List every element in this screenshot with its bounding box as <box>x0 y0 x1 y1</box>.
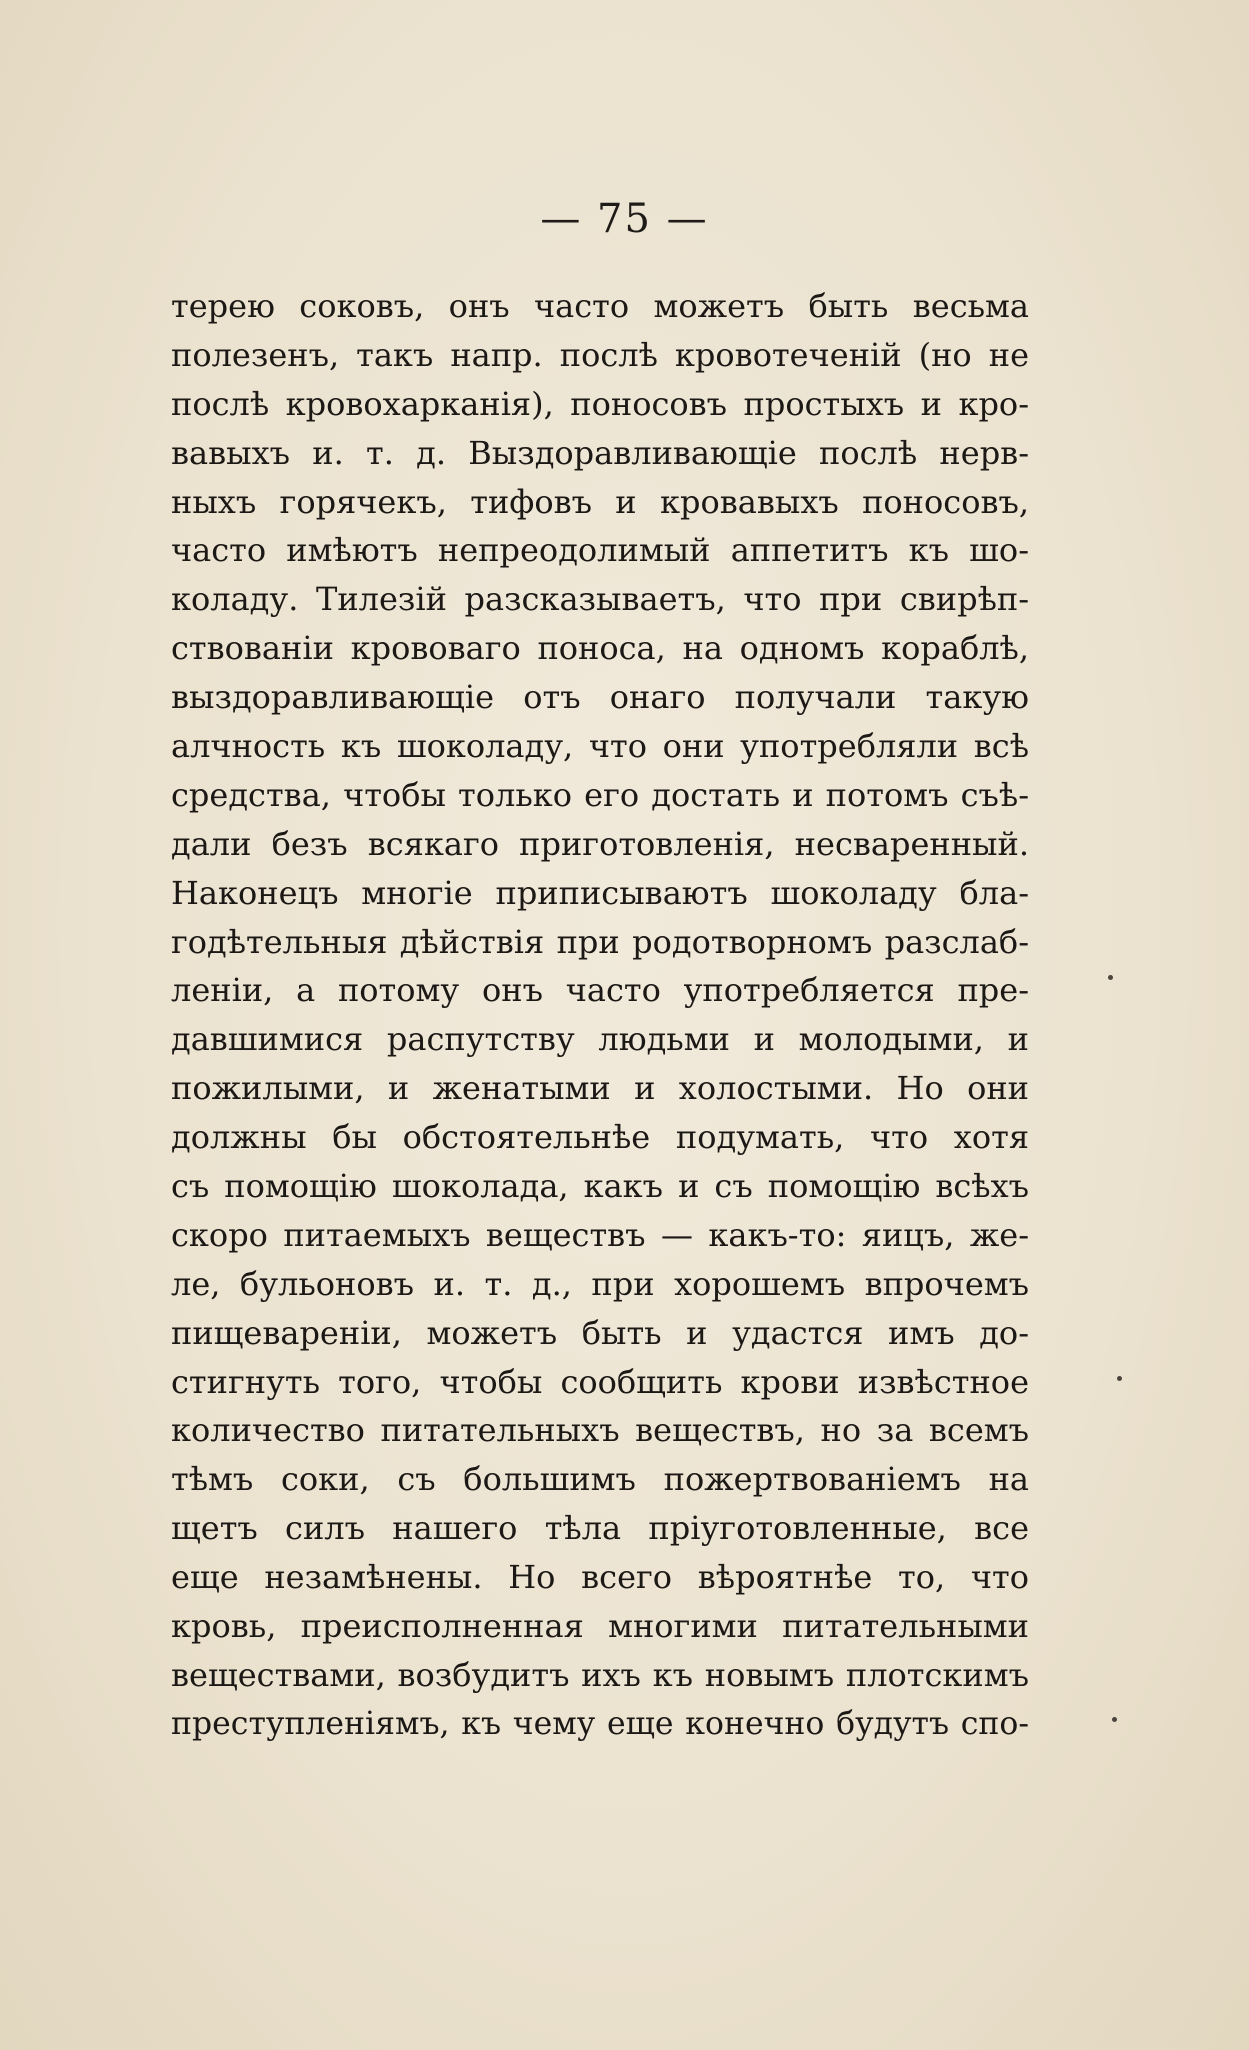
text-line: дали безъ всякаго приготовленія, несваренный. <box>171 824 1029 863</box>
text-line: терею соковъ, онъ часто можетъ быть весьма <box>171 287 1029 325</box>
text-line: годѣтельныя дѣйствія при родотворномъ разслаб- <box>171 922 1029 961</box>
text-line: пожилыми, и женатыми и холостыми. Но они <box>171 1069 1029 1108</box>
text-line: средства, чтобы только его достать и потомъ съѣ- <box>171 775 1029 814</box>
text-line: ствованіи крововаго поноса, на одномъ кораблѣ, <box>171 629 1029 668</box>
paper-speck <box>1108 975 1113 980</box>
text-line: еще незамѣнены. Но всего вѣроятнѣе то, что <box>171 1558 1029 1597</box>
text-line: давшимися распутству людьми и молодыми, и <box>171 1020 1029 1059</box>
text-line: Наконецъ многіе приписываютъ шоколаду бла- <box>171 873 1029 912</box>
text-line: преступленіямъ, къ чему еще конечно будутъ спо- <box>171 1705 1029 1742</box>
text-line: стигнуть того, чтобы сообщить крови извѣстное <box>171 1362 1029 1401</box>
text-line: тѣмъ соки, съ большимъ пожертвованіемъ на <box>171 1460 1029 1499</box>
text-line: алчность къ шоколаду, что они употребляли всѣ <box>171 727 1029 766</box>
text-line: выздоравливающіе отъ онаго получали такую <box>171 678 1029 717</box>
text-line: полезенъ, такъ напр. послѣ кровотеченій (но не <box>171 335 1029 374</box>
text-line: кровь, преисполненная многими питательными <box>171 1607 1029 1646</box>
text-line: пищевареніи, можетъ быть и удастся имъ до- <box>171 1313 1029 1352</box>
page-number: — 75 — <box>540 196 709 242</box>
text-line: съ помощію шоколада, какъ и съ помощію всѣхъ <box>171 1167 1029 1206</box>
text-line: ле, бульоновъ и. т. д., при хорошемъ впрочемъ <box>171 1264 1029 1303</box>
text-line: коладу. Тилезій разсказываетъ, что при свирѣп- <box>171 580 1029 619</box>
text-line: щетъ силъ нашего тѣла пріуготовленные, все <box>171 1509 1029 1548</box>
text-line: веществами, возбудитъ ихъ къ новымъ плотскимъ <box>171 1655 1029 1694</box>
text-line: вавыхъ и. т. д. Выздоравливающіе послѣ нерв- <box>171 433 1029 472</box>
text-line: леніи, а потому онъ часто употребляется пре- <box>171 971 1029 1010</box>
text-line: количество питательныхъ веществъ, но за всемъ <box>171 1411 1029 1450</box>
paper-speck <box>1117 1376 1122 1381</box>
body-text <box>171 282 1029 1749</box>
text-line: скоро питаемыхъ веществъ — какъ-то: яицъ, же- <box>171 1215 1029 1254</box>
text-line: ныхъ горячекъ, тифовъ и кровавыхъ поносовъ, <box>171 482 1029 521</box>
text-line: часто имѣютъ непреодолимый аппетитъ къ шо- <box>171 531 1029 570</box>
text-line: послѣ кровохарканія), поносовъ простыхъ и кро- <box>171 384 1029 423</box>
text-line: должны бы обстоятельнѣе подумать, что хотя <box>171 1118 1029 1157</box>
paper-speck <box>1112 1717 1117 1722</box>
